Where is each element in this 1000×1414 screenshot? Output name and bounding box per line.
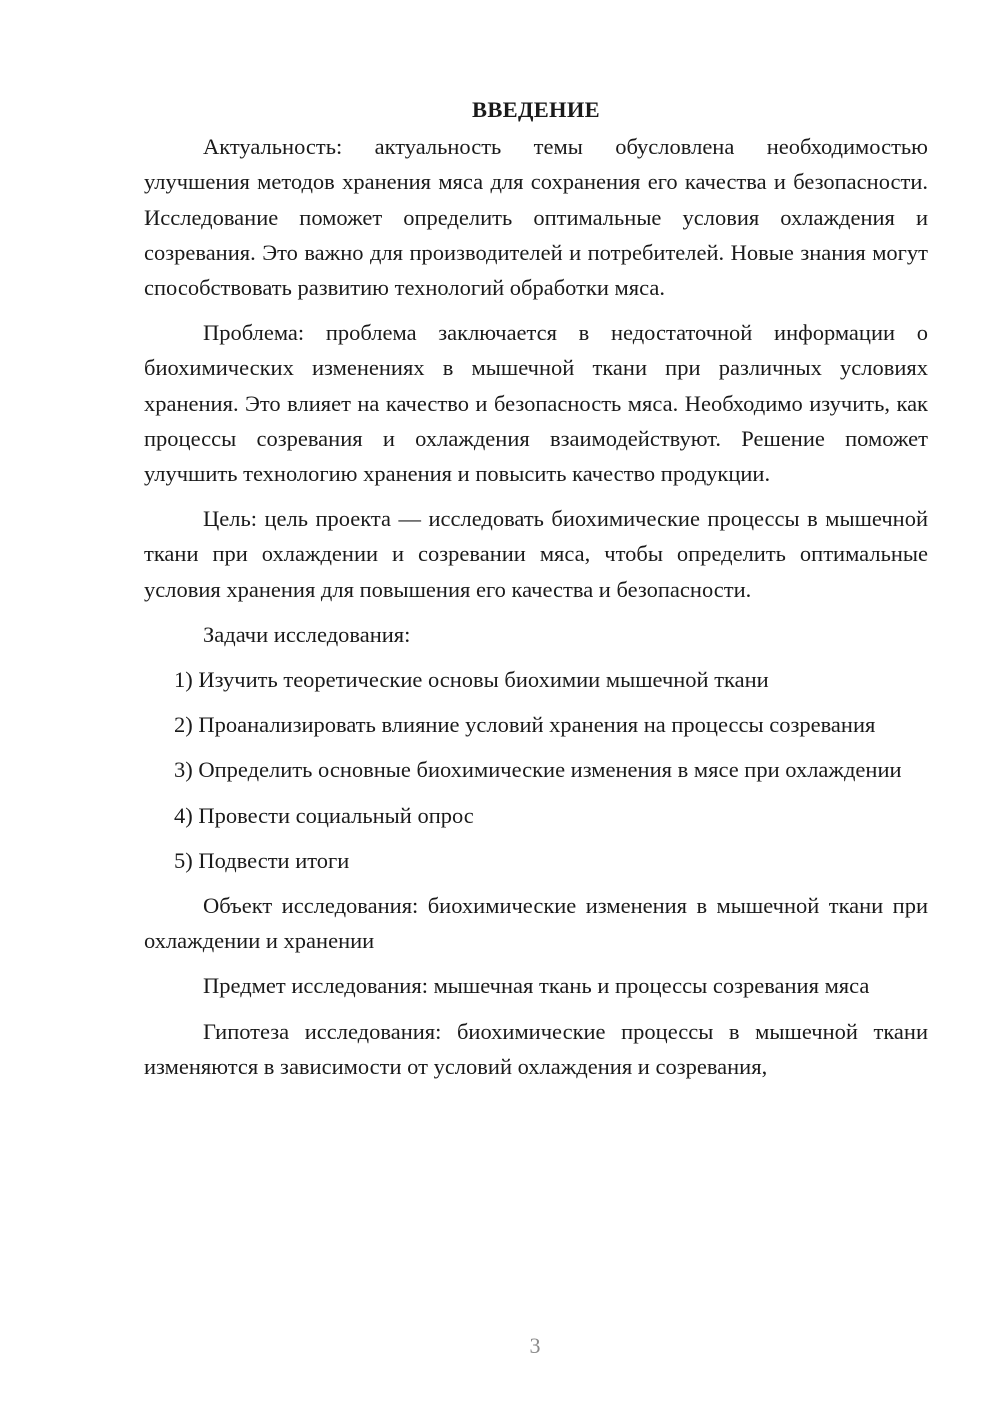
hypothesis-paragraph: Гипотеза исследования: биохимические процессы в мышечной ткани изменяются в зависимости от условий охлаждения и созревания, — [144, 1018, 928, 1079]
problem-paragraph: Проблема: проблема заключается в недостаточной информации о биохимических изменениях в мышечной ткани при различных условиях хранения. Это влияет на качество и безопасность мяса. Необходимо изучить, как процессы созревания и охлаждения взаимодействуют. Решение поможет улучшить технологию хранения и повысить качество продукции. — [144, 320, 928, 487]
page-title: ВВЕДЕНИЕ — [472, 97, 600, 122]
page-content — [144, 92, 928, 1094]
task-item: 3) Определить основные биохимические изменения в мясе при охлаждении — [174, 757, 902, 783]
task-item: 5) Подвести итоги — [174, 847, 350, 873]
relevance-paragraph: Актуальность: актуальность темы обусловлена необходимостью улучшения методов хранения мяса для сохранения его качества и безопасности. Исследование поможет определить оптимальные условия охлаждения и созревания. Это важно для производителей и потребителей. Новые знания могут способствовать развитию технологий обработки мяса. — [144, 134, 928, 301]
task-item: 4) Провести социальный опрос — [174, 802, 474, 828]
task-item: 2) Проанализировать влияние условий хранения на процессы созревания — [174, 712, 876, 738]
page-number: 3 — [529, 1333, 541, 1358]
tasks-heading: Задачи исследования: — [203, 621, 411, 647]
research-subject-paragraph: Предмет исследования: мышечная ткань и процессы созревания мяса — [203, 973, 870, 999]
research-object-paragraph: Объект исследования: биохимические изменения в мышечной ткани при охлаждении и хранении — [144, 893, 928, 954]
task-item: 1) Изучить теоретические основы биохимии мышечной ткани — [174, 667, 769, 693]
goal-paragraph: Цель: цель проекта — исследовать биохимические процессы в мышечной ткани при охлаждении и созревании мяса, чтобы определить оптимальные условия хранения для повышения его качества и безопасности. — [144, 506, 928, 602]
